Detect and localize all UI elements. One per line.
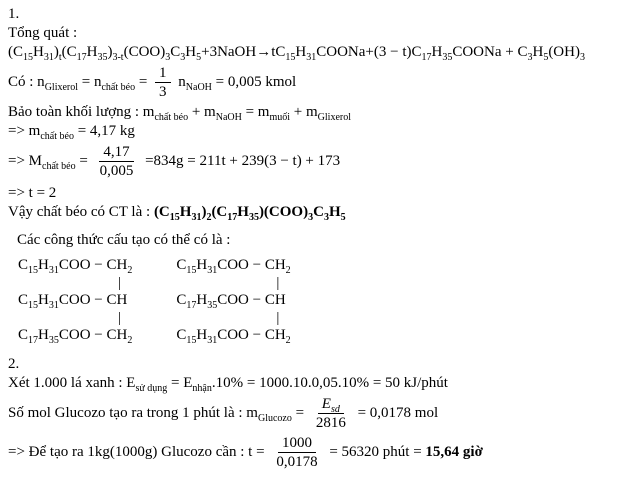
subscript: NaOH [215,112,242,123]
subscript: Glixerol [44,82,79,93]
subscript: 31 [48,265,59,276]
subscript: chất béo [42,161,76,172]
subscript: 31 [43,52,54,63]
doc-line [8,355,635,374]
subscript: sử dụng [135,383,168,394]
subscript: sd [330,404,340,415]
subscript: 31 [306,52,317,63]
vertical-bond: | [118,310,122,326]
subscript: 2 [285,335,291,346]
fraction [272,434,321,471]
fraction [312,395,350,432]
doc-line [8,43,635,62]
doc-line [8,143,635,180]
fraction-denominator: 0,0178 [276,454,318,470]
text-run: = 56320 phút = [325,444,426,460]
text-run: $(C_{15}H_{31})_t(C_{17}H_{35})_{3-t}(COO)_3C_3H_5+3NaOH\to tC_{15}H_{31}COONa+(3$ − $t)C_{17}H_{35}COONa + C_3H_5(OH)_3$ [8,44,585,63]
subscript: 31 [48,300,59,311]
text-run: Tổng quát : [8,25,78,41]
subscript: 17 [76,52,87,63]
subscript: 2 [127,335,133,346]
fraction-denominator: 3 [159,84,167,100]
subscript: 3 [180,52,186,63]
doc-line [8,103,635,122]
subscript: 2 [127,265,133,276]
subscript: 3 [527,52,533,63]
vertical-bond: | [276,275,280,291]
subscript: chất béo [40,131,74,142]
formula-row: $C_{15}H_{31}COO - CH_2$ [176,327,291,346]
doc-line [17,231,635,250]
subscript: NaOH [185,82,212,93]
fraction [155,64,171,101]
text-run: =834g = 211t + 239(3 − t) + 173 [141,153,341,169]
subscript: Glixerol [317,112,351,123]
fraction-denominator: 2816 [315,415,346,431]
text-run: => $m_{chất béo} = 4,17$ kg [8,123,135,142]
text-run: $(C_{15}H_{31})_2(C_{17}H_{35})(COO)_3C_3H_5$ [153,204,346,223]
subscript: muối [269,112,291,123]
subscript: 2 [206,212,212,223]
text-run: => Để tạo ra 1kg(1000g) Glucozo cần : t = [8,444,269,460]
structural-formula-column [176,256,290,345]
formula-row: $C_{17}H_{35}COO$ − CH [176,292,286,311]
text-run: Xét 1.000 lá xanh : $E_{sử dụng} = E_{nhận}.10\% = 1000.10.0,05.10\% = 50$ kJ/phút [8,375,448,394]
subscript: 35 [248,212,259,223]
text-run: 15,64 giờ [425,444,483,460]
subscript: 3 [165,52,171,63]
doc-line [8,374,635,393]
subscript: 15 [285,52,296,63]
doc-line [8,64,635,101]
subscript: 5 [196,52,202,63]
fraction-numerator: 4,17 [99,143,133,162]
subscript: 2 [285,265,291,276]
text-run: 1. [8,6,20,22]
subscript: 15 [169,212,180,223]
doc-line [8,24,635,43]
doc-line [8,184,635,203]
subscript: 5 [340,212,346,223]
text-run: Các công thức cấu tạo có thể có là : [17,232,231,248]
subscript: 35 [442,52,453,63]
subscript: 35 [97,52,108,63]
subscript: 31 [191,212,202,223]
subscript: 31 [207,265,218,276]
subscript: 3-t [112,52,124,63]
subscript: 3 [579,52,585,63]
subscript: 17 [186,300,197,311]
doc-line [8,434,635,471]
structural-formula-column [18,256,132,345]
subscript: 35 [207,300,218,311]
text-run: Số mol Glucozo tạo ra trong 1 phút là : $m_{Glucozo}$ = [8,405,308,424]
subscript: 35 [48,335,59,346]
subscript: 15 [186,265,197,276]
text-run: => t = 2 [8,185,57,201]
doc-line [8,122,635,141]
subscript: 15 [23,52,33,63]
text-run: 2. [8,356,20,372]
subscript: 15 [186,335,197,346]
text-run: => $M_{chất béo}$ = [8,153,92,172]
fraction-numerator: $E_{sd}$ [318,395,344,414]
text-run: Có : $n_{Glixerol} = n_{chất béo}$ = [8,74,152,93]
fraction-numerator: 1 [155,64,171,83]
formula-row: $C_{15}H_{31}COO - CH_2$ [18,257,133,276]
subscript: 17 [421,52,432,63]
subscript: 31 [207,335,218,346]
subscript: t [58,52,62,63]
subscript: 15 [28,300,39,311]
vertical-bond: | [118,275,122,291]
subscript: 17 [28,335,39,346]
formula-row: $C_{15}H_{31}COO$ − CH [18,292,128,311]
text-run: Bảo toàn khối lượng : $m_{chất béo} + m_{NaOH} = m_{muối} + m_{Glixerol}$ [8,104,351,123]
vertical-bond: | [276,310,280,326]
subscript: 3 [323,212,329,223]
text-run: = 0,0178 mol [353,405,439,421]
subscript: 5 [543,52,549,63]
subscript: Glucozo [257,413,292,424]
fraction-numerator: 1000 [278,434,316,453]
fraction-denominator: 0,005 [99,163,134,179]
subscript: 3 [308,212,314,223]
formula-row: $C_{17}H_{35}COO - CH_2$ [18,327,133,346]
subscript: 15 [28,265,39,276]
doc-line [8,395,635,432]
text-run: Vậy chất béo có CT là : [8,204,154,220]
fraction [96,143,138,180]
doc-line [8,203,635,222]
text-run: $n_{NaOH} = 0,005$ kmol [174,74,297,93]
subscript: nhận [192,383,212,394]
structural-formulas [18,256,635,345]
subscript: chất béo [154,112,189,123]
formula-row: $C_{15}H_{31}COO - CH_2$ [176,257,291,276]
subscript: 17 [227,212,238,223]
subscript: chất béo [101,82,136,93]
doc-line [8,5,635,24]
